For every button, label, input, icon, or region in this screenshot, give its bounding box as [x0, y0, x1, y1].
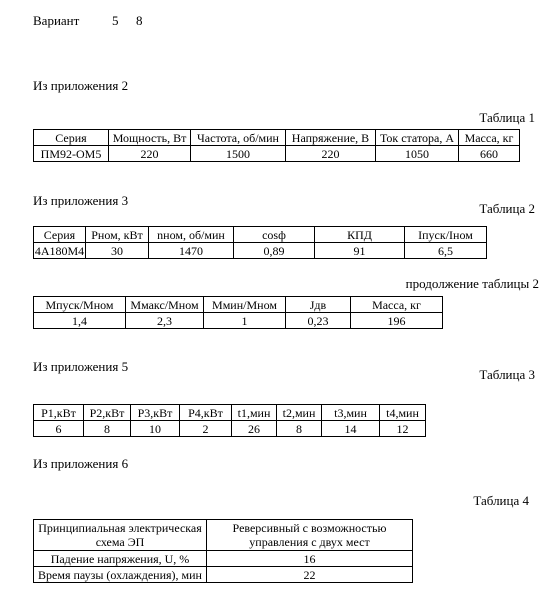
table3-cell: 14 — [322, 421, 380, 437]
table2-cont-header-cell: Мпуск/Мном — [34, 297, 126, 313]
table3-header-cell: t1,мин — [232, 405, 277, 421]
table3-header-cell: t3,мин — [322, 405, 380, 421]
table4-value-cell: 22 — [207, 567, 413, 583]
table2-header-cell: Iпуск/Iном — [405, 227, 487, 243]
table1-header-cell: Серия — [34, 130, 109, 146]
table2-cont-cell: 196 — [351, 313, 443, 329]
table3-cell: 2 — [180, 421, 232, 437]
table1-data-row — [34, 146, 520, 162]
table4-caption: Таблица 4 — [473, 493, 529, 508]
variant-number-b: 8 — [136, 13, 143, 28]
section-appendix-3: Из приложения 3 — [33, 193, 129, 208]
table3-cell: 26 — [232, 421, 277, 437]
table1-cell: 220 — [109, 146, 191, 162]
table4-row — [34, 551, 413, 567]
table3-cell: 12 — [380, 421, 426, 437]
table2-data-row — [34, 243, 487, 259]
table3 — [33, 404, 426, 437]
table2-cell: 0,89 — [234, 243, 315, 259]
table2-cell: 1470 — [149, 243, 234, 259]
table3-header-cell: t4,мин — [380, 405, 426, 421]
table2-cont-header-cell: Ммин/Мном — [204, 297, 286, 313]
table2-cell: 91 — [315, 243, 405, 259]
table3-header-row — [34, 405, 426, 421]
table3-cell: 10 — [131, 421, 180, 437]
table1-cell: 660 — [459, 146, 520, 162]
table4-value-cell: Реверсивный с возможностью управления с двух мест — [207, 520, 413, 551]
table2-cont-cell: 0,23 — [286, 313, 351, 329]
table3-cell: 6 — [34, 421, 84, 437]
table2-cont-data-row — [34, 313, 443, 329]
table2-header-row — [34, 227, 487, 243]
table4-row — [34, 567, 413, 583]
table3-caption: Таблица 3 — [479, 367, 535, 382]
variant-number-a: 5 — [112, 13, 119, 28]
table1-header-cell: Напряжение, В — [286, 130, 376, 146]
table1-header-cell: Мощность, Вт — [109, 130, 191, 146]
table1-cell: ПМ92-ОМ5 — [34, 146, 109, 162]
table3-header-cell: t2,мин — [277, 405, 322, 421]
table4-label-cell: Время паузы (охлаждения), мин — [34, 567, 207, 583]
table2-cont-header-cell: Ммакс/Мном — [126, 297, 204, 313]
section-appendix-6: Из приложения 6 — [33, 456, 129, 471]
table1-cell: 1050 — [376, 146, 459, 162]
section-appendix-5: Из приложения 5 — [33, 359, 129, 374]
table2-cont-header-cell: Jдв — [286, 297, 351, 313]
table1-cell: 220 — [286, 146, 376, 162]
table2-cell: 6,5 — [405, 243, 487, 259]
table2-cont-header-cell: Масса, кг — [351, 297, 443, 313]
table2-header-cell: nном, об/мин — [149, 227, 234, 243]
table2-header-cell: КПД — [315, 227, 405, 243]
table1-header-cell: Ток статора, А — [376, 130, 459, 146]
table2-continuation — [33, 296, 443, 329]
table2-cell: 30 — [86, 243, 149, 259]
table3-cell: 8 — [84, 421, 131, 437]
section-appendix-2: Из приложения 2 — [33, 78, 129, 93]
table1-header-cell: Масса, кг — [459, 130, 520, 146]
table3-header-cell: P3,кВт — [131, 405, 180, 421]
table3-cell: 8 — [277, 421, 322, 437]
table2-caption: Таблица 2 — [479, 201, 535, 216]
table2-header-cell: cosф — [234, 227, 315, 243]
table1 — [33, 129, 520, 162]
table3-data-row — [34, 421, 426, 437]
table4-label-cell: Падение напряжения, U, % — [34, 551, 207, 567]
table3-header-cell: P1,кВт — [34, 405, 84, 421]
table2-cont-header-row — [34, 297, 443, 313]
table2-cont-cell: 1 — [204, 313, 286, 329]
table4 — [33, 519, 413, 583]
table4-value-cell: 16 — [207, 551, 413, 567]
table1-header-cell: Частота, об/мин — [191, 130, 286, 146]
table2-header-cell: Серия — [34, 227, 86, 243]
table2-header-cell: Рном, кВт — [86, 227, 149, 243]
table2-cont-cell: 2,3 — [126, 313, 204, 329]
table1-caption: Таблица 1 — [479, 110, 535, 125]
table2-cont-cell: 1,4 — [34, 313, 126, 329]
table3-header-cell: P2,кВт — [84, 405, 131, 421]
table2-continuation-caption: продолжение таблицы 2 — [405, 276, 539, 291]
table1-cell: 1500 — [191, 146, 286, 162]
table3-header-cell: P4,кВт — [180, 405, 232, 421]
table1-header-row — [34, 130, 520, 146]
table2 — [33, 226, 487, 259]
table2-cell: 4А180М4 — [34, 243, 85, 258]
table4-row — [34, 520, 413, 551]
variant-label: Вариант — [33, 13, 80, 28]
table4-label-cell: Принципиальная электрическая схема ЭП — [34, 520, 207, 551]
